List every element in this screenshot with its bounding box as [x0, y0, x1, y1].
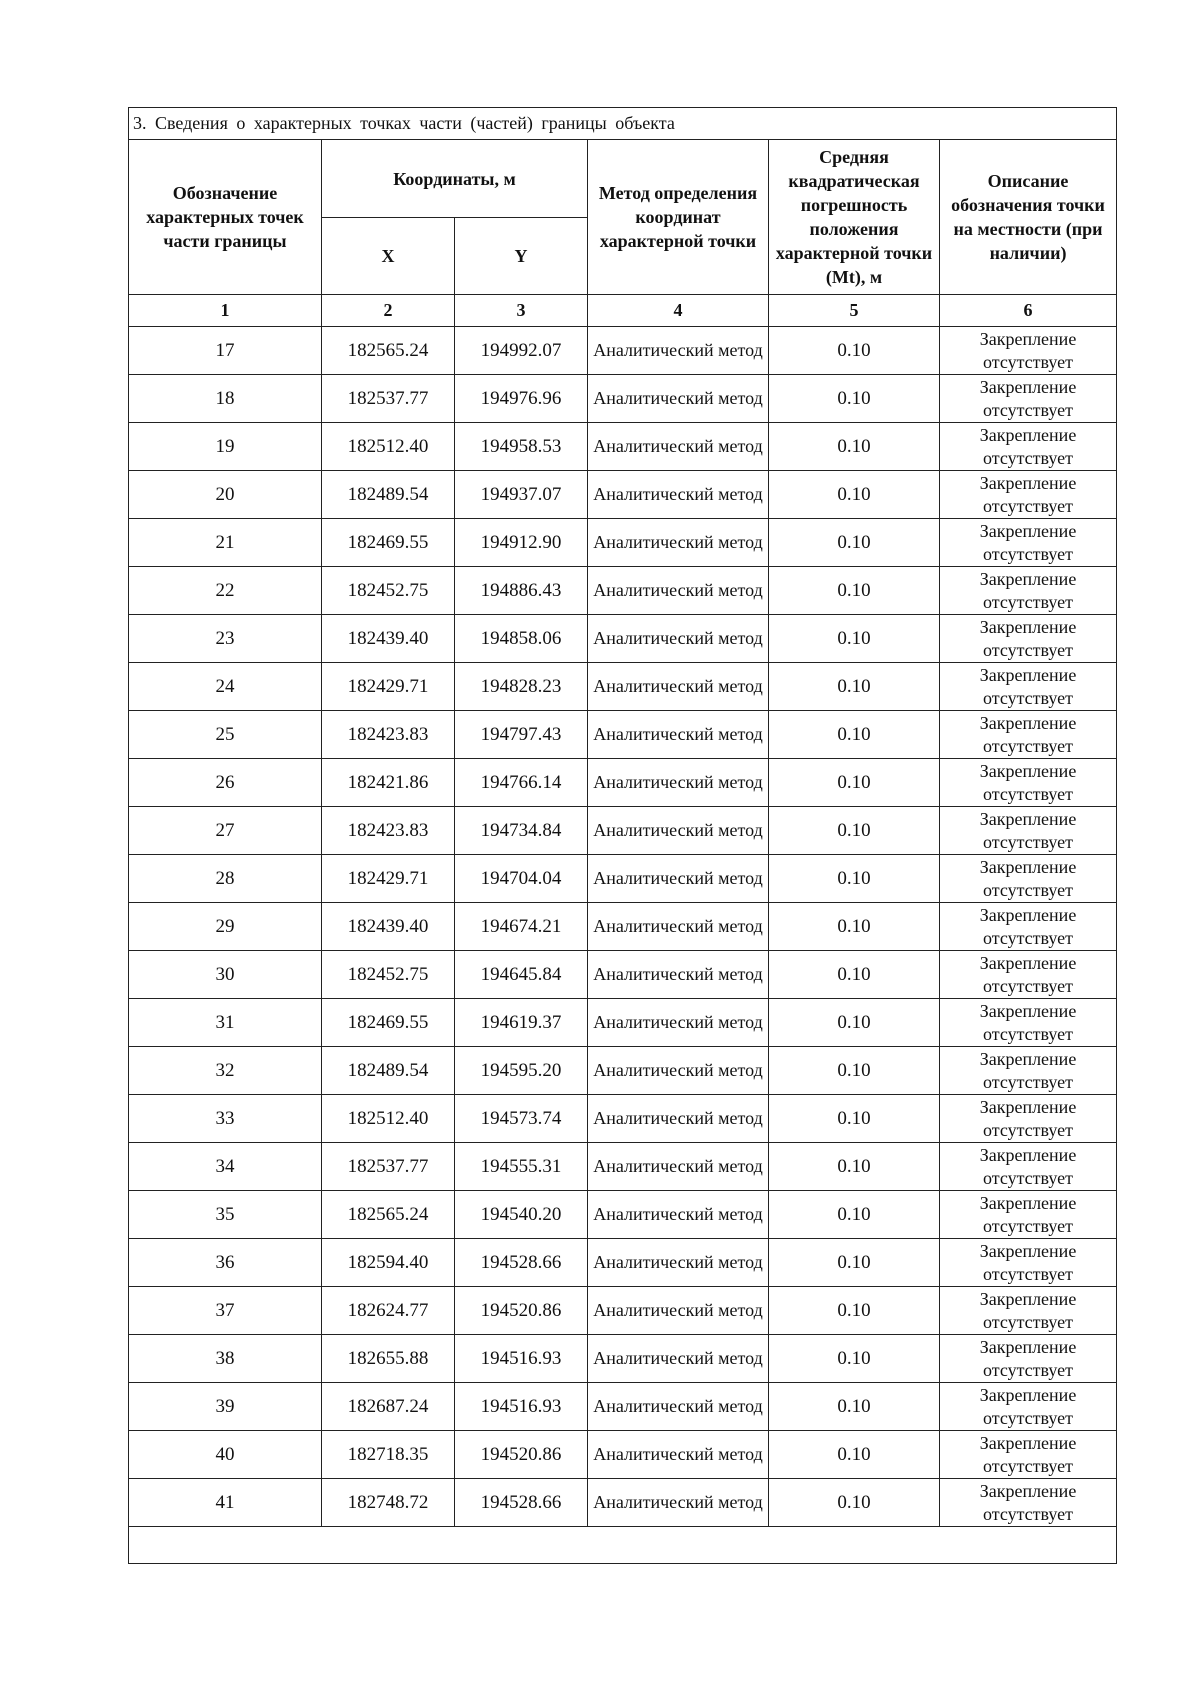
- cell-description: Закрепление отсутствует: [940, 711, 1117, 759]
- cell-error: 0.10: [769, 903, 940, 951]
- cell-description: Закрепление отсутствует: [940, 1383, 1117, 1431]
- cell-y-coordinate: 194520.86: [455, 1287, 588, 1335]
- cell-description: Закрепление отсутствует: [940, 999, 1117, 1047]
- cell-point-number: 29: [129, 903, 322, 951]
- cell-method: Аналитический метод: [588, 471, 769, 519]
- table-row: [129, 1287, 1117, 1335]
- cell-method: Аналитический метод: [588, 711, 769, 759]
- cell-point-number: 27: [129, 807, 322, 855]
- cell-method: Аналитический метод: [588, 855, 769, 903]
- cell-x-coordinate: 182452.75: [322, 951, 455, 999]
- cell-error: 0.10: [769, 1143, 940, 1191]
- cell-error: 0.10: [769, 999, 940, 1047]
- cell-method: Аналитический метод: [588, 759, 769, 807]
- cell-x-coordinate: 182429.71: [322, 663, 455, 711]
- cell-y-coordinate: 194734.84: [455, 807, 588, 855]
- table-row: [129, 711, 1117, 759]
- table-row: [129, 1479, 1117, 1527]
- cell-point-number: 25: [129, 711, 322, 759]
- cell-point-number: 30: [129, 951, 322, 999]
- cell-description: Закрепление отсутствует: [940, 855, 1117, 903]
- column-number-row: [129, 295, 1117, 327]
- cell-error: 0.10: [769, 1191, 940, 1239]
- cell-point-number: 35: [129, 1191, 322, 1239]
- cell-description: Закрепление отсутствует: [940, 1335, 1117, 1383]
- cell-description: Закрепление отсутствует: [940, 519, 1117, 567]
- cell-error: 0.10: [769, 1287, 940, 1335]
- table-row: [129, 1047, 1117, 1095]
- cell-error: 0.10: [769, 1383, 940, 1431]
- cell-x-coordinate: 182421.86: [322, 759, 455, 807]
- cell-description: Закрепление отсутствует: [940, 375, 1117, 423]
- document-page: [128, 107, 1116, 1564]
- cell-method: Аналитический метод: [588, 375, 769, 423]
- cell-method: Аналитический метод: [588, 1479, 769, 1527]
- cell-point-number: 36: [129, 1239, 322, 1287]
- cell-x-coordinate: 182718.35: [322, 1431, 455, 1479]
- cell-error: 0.10: [769, 663, 940, 711]
- cell-point-number: 18: [129, 375, 322, 423]
- cell-point-number: 39: [129, 1383, 322, 1431]
- cell-x-coordinate: 182594.40: [322, 1239, 455, 1287]
- cell-y-coordinate: 194520.86: [455, 1431, 588, 1479]
- cell-error: 0.10: [769, 1239, 940, 1287]
- column-number: 6: [940, 295, 1117, 327]
- table-row: [129, 1239, 1117, 1287]
- header-x: X: [322, 218, 455, 295]
- cell-x-coordinate: 182469.55: [322, 999, 455, 1047]
- cell-description: Закрепление отсутствует: [940, 615, 1117, 663]
- table-row: [129, 615, 1117, 663]
- cell-x-coordinate: 182512.40: [322, 1095, 455, 1143]
- cell-y-coordinate: 194992.07: [455, 327, 588, 375]
- header-y: Y: [455, 218, 588, 295]
- cell-description: Закрепление отсутствует: [940, 1047, 1117, 1095]
- cell-error: 0.10: [769, 1095, 940, 1143]
- cell-method: Аналитический метод: [588, 1047, 769, 1095]
- cell-method: Аналитический метод: [588, 663, 769, 711]
- cell-x-coordinate: 182423.83: [322, 807, 455, 855]
- cell-y-coordinate: 194516.93: [455, 1383, 588, 1431]
- table-row: [129, 1143, 1117, 1191]
- column-number: 2: [322, 295, 455, 327]
- cell-y-coordinate: 194912.90: [455, 519, 588, 567]
- cell-y-coordinate: 194858.06: [455, 615, 588, 663]
- cell-method: Аналитический метод: [588, 1095, 769, 1143]
- cell-description: Закрепление отсутствует: [940, 567, 1117, 615]
- cell-y-coordinate: 194573.74: [455, 1095, 588, 1143]
- cell-point-number: 23: [129, 615, 322, 663]
- table-row: [129, 1191, 1117, 1239]
- cell-error: 0.10: [769, 519, 940, 567]
- cell-point-number: 28: [129, 855, 322, 903]
- cell-method: Аналитический метод: [588, 999, 769, 1047]
- header-error: Средняя квадратическая погрешность положения характерной точки (Mt), м: [769, 140, 940, 295]
- cell-x-coordinate: 182452.75: [322, 567, 455, 615]
- table-row: [129, 999, 1117, 1047]
- header-point-designation: Обозначение характерных точек части границы: [129, 140, 322, 295]
- cell-method: Аналитический метод: [588, 423, 769, 471]
- cell-x-coordinate: 182429.71: [322, 855, 455, 903]
- cell-method: Аналитический метод: [588, 1239, 769, 1287]
- header-description: Описание обозначения точки на местности (при наличии): [940, 140, 1117, 295]
- cell-method: Аналитический метод: [588, 519, 769, 567]
- table-row: [129, 663, 1117, 711]
- cell-x-coordinate: 182537.77: [322, 375, 455, 423]
- empty-footer-cell: [129, 1527, 1117, 1564]
- footer-row: [129, 1527, 1117, 1564]
- cell-description: Закрепление отсутствует: [940, 951, 1117, 999]
- cell-y-coordinate: 194619.37: [455, 999, 588, 1047]
- cell-x-coordinate: 182687.24: [322, 1383, 455, 1431]
- cell-error: 0.10: [769, 471, 940, 519]
- cell-error: 0.10: [769, 855, 940, 903]
- cell-method: Аналитический метод: [588, 567, 769, 615]
- cell-point-number: 33: [129, 1095, 322, 1143]
- cell-method: Аналитический метод: [588, 327, 769, 375]
- cell-error: 0.10: [769, 423, 940, 471]
- cell-error: 0.10: [769, 1431, 940, 1479]
- cell-error: 0.10: [769, 1479, 940, 1527]
- cell-y-coordinate: 194886.43: [455, 567, 588, 615]
- cell-description: Закрепление отсутствует: [940, 1191, 1117, 1239]
- column-number: 5: [769, 295, 940, 327]
- table-row: [129, 1383, 1117, 1431]
- cell-description: Закрепление отсутствует: [940, 1095, 1117, 1143]
- table-row: [129, 807, 1117, 855]
- cell-description: Закрепление отсутствует: [940, 1479, 1117, 1527]
- cell-method: Аналитический метод: [588, 903, 769, 951]
- cell-method: Аналитический метод: [588, 1287, 769, 1335]
- cell-description: Закрепление отсутствует: [940, 1431, 1117, 1479]
- cell-x-coordinate: 182439.40: [322, 903, 455, 951]
- table-row: [129, 327, 1117, 375]
- cell-method: Аналитический метод: [588, 951, 769, 999]
- cell-x-coordinate: 182512.40: [322, 423, 455, 471]
- cell-point-number: 37: [129, 1287, 322, 1335]
- cell-error: 0.10: [769, 711, 940, 759]
- cell-x-coordinate: 182537.77: [322, 1143, 455, 1191]
- table-row: [129, 903, 1117, 951]
- cell-x-coordinate: 182624.77: [322, 1287, 455, 1335]
- cell-error: 0.10: [769, 807, 940, 855]
- cell-description: Закрепление отсутствует: [940, 903, 1117, 951]
- cell-x-coordinate: 182489.54: [322, 1047, 455, 1095]
- cell-y-coordinate: 194516.93: [455, 1335, 588, 1383]
- cell-point-number: 20: [129, 471, 322, 519]
- cell-y-coordinate: 194528.66: [455, 1479, 588, 1527]
- header-coordinates: Координаты, м: [322, 140, 588, 218]
- table-row: [129, 951, 1117, 999]
- cell-y-coordinate: 194958.53: [455, 423, 588, 471]
- cell-description: Закрепление отсутствует: [940, 807, 1117, 855]
- cell-description: Закрепление отсутствует: [940, 1239, 1117, 1287]
- cell-y-coordinate: 194674.21: [455, 903, 588, 951]
- cell-description: Закрепление отсутствует: [940, 663, 1117, 711]
- cell-error: 0.10: [769, 327, 940, 375]
- cell-point-number: 40: [129, 1431, 322, 1479]
- cell-point-number: 26: [129, 759, 322, 807]
- header-method: Метод определения координат характерной точки: [588, 140, 769, 295]
- cell-point-number: 34: [129, 1143, 322, 1191]
- cell-x-coordinate: 182748.72: [322, 1479, 455, 1527]
- table-row: [129, 759, 1117, 807]
- cell-description: Закрепление отсутствует: [940, 1287, 1117, 1335]
- cell-description: Закрепление отсутствует: [940, 1143, 1117, 1191]
- table-body: [129, 327, 1117, 1527]
- table-row: [129, 1431, 1117, 1479]
- cell-x-coordinate: 182489.54: [322, 471, 455, 519]
- cell-y-coordinate: 194540.20: [455, 1191, 588, 1239]
- cell-description: Закрепление отсутствует: [940, 471, 1117, 519]
- column-number: 1: [129, 295, 322, 327]
- cell-y-coordinate: 194528.66: [455, 1239, 588, 1287]
- cell-point-number: 32: [129, 1047, 322, 1095]
- cell-method: Аналитический метод: [588, 1431, 769, 1479]
- cell-y-coordinate: 194555.31: [455, 1143, 588, 1191]
- cell-error: 0.10: [769, 615, 940, 663]
- table-row: [129, 1095, 1117, 1143]
- cell-point-number: 22: [129, 567, 322, 615]
- cell-method: Аналитический метод: [588, 807, 769, 855]
- cell-y-coordinate: 194704.04: [455, 855, 588, 903]
- boundary-points-table: [128, 107, 1117, 1564]
- cell-description: Закрепление отсутствует: [940, 423, 1117, 471]
- cell-method: Аналитический метод: [588, 615, 769, 663]
- cell-y-coordinate: 194645.84: [455, 951, 588, 999]
- cell-point-number: 31: [129, 999, 322, 1047]
- cell-y-coordinate: 194595.20: [455, 1047, 588, 1095]
- cell-y-coordinate: 194976.96: [455, 375, 588, 423]
- cell-description: Закрепление отсутствует: [940, 759, 1117, 807]
- cell-point-number: 19: [129, 423, 322, 471]
- cell-point-number: 38: [129, 1335, 322, 1383]
- cell-error: 0.10: [769, 1335, 940, 1383]
- column-number: 3: [455, 295, 588, 327]
- cell-description: Закрепление отсутствует: [940, 327, 1117, 375]
- cell-x-coordinate: 182439.40: [322, 615, 455, 663]
- table-row: [129, 519, 1117, 567]
- cell-y-coordinate: 194828.23: [455, 663, 588, 711]
- cell-y-coordinate: 194797.43: [455, 711, 588, 759]
- column-number: 4: [588, 295, 769, 327]
- table-row: [129, 1335, 1117, 1383]
- cell-error: 0.10: [769, 759, 940, 807]
- cell-method: Аналитический метод: [588, 1191, 769, 1239]
- cell-point-number: 17: [129, 327, 322, 375]
- cell-method: Аналитический метод: [588, 1335, 769, 1383]
- cell-x-coordinate: 182423.83: [322, 711, 455, 759]
- cell-x-coordinate: 182655.88: [322, 1335, 455, 1383]
- cell-method: Аналитический метод: [588, 1383, 769, 1431]
- table-row: [129, 567, 1117, 615]
- table-row: [129, 423, 1117, 471]
- cell-method: Аналитический метод: [588, 1143, 769, 1191]
- cell-y-coordinate: 194937.07: [455, 471, 588, 519]
- cell-point-number: 24: [129, 663, 322, 711]
- cell-error: 0.10: [769, 951, 940, 999]
- cell-x-coordinate: 182565.24: [322, 327, 455, 375]
- table-row: [129, 855, 1117, 903]
- cell-point-number: 41: [129, 1479, 322, 1527]
- cell-x-coordinate: 182565.24: [322, 1191, 455, 1239]
- cell-x-coordinate: 182469.55: [322, 519, 455, 567]
- cell-error: 0.10: [769, 1047, 940, 1095]
- cell-point-number: 21: [129, 519, 322, 567]
- cell-error: 0.10: [769, 567, 940, 615]
- table-row: [129, 471, 1117, 519]
- cell-y-coordinate: 194766.14: [455, 759, 588, 807]
- table-row: [129, 375, 1117, 423]
- cell-error: 0.10: [769, 375, 940, 423]
- section-title: 3. Сведения о характерных точках части (частей) границы объекта: [129, 108, 1117, 140]
